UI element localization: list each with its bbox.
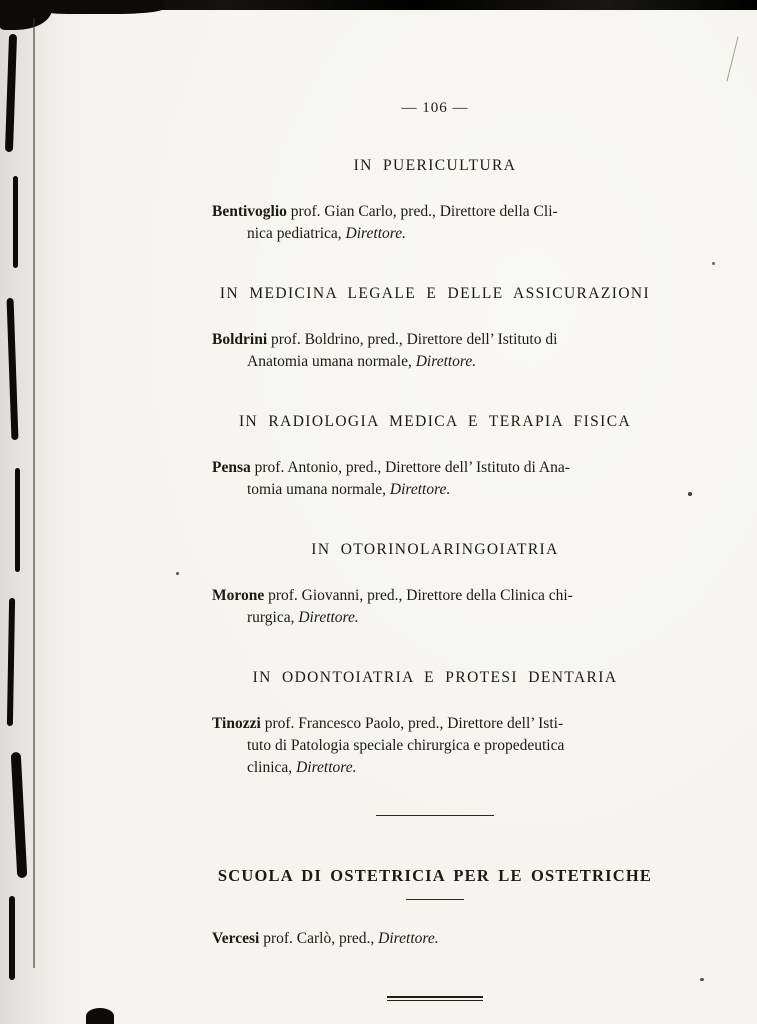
- page-number: — 106 —: [401, 100, 469, 116]
- role-italic: Direttore.: [298, 609, 359, 626]
- entry-text: prof. Antonio, pred., Direttore dell’ Istituto di Ana-: [250, 459, 570, 476]
- binding-mark: [7, 298, 19, 440]
- school-title: SCUOLA DI OSTETRICIA PER LE OSTETRICHE: [217, 866, 653, 885]
- professor-name: Vercesi: [212, 930, 260, 947]
- professor-name: Bentivoglio: [212, 203, 287, 220]
- entry-line: [212, 585, 658, 607]
- scan-blob-top-left-2: [44, 0, 164, 14]
- entry-text: tuto di Patologia speciale chirurgica e propedeutica: [247, 737, 565, 754]
- entry-line: [212, 928, 658, 950]
- entry-text: prof. Boldrino, pred., Direttore dell’ Istituto di: [267, 331, 558, 348]
- faculty-entry: [212, 713, 658, 779]
- entry-text: Anatomia umana normale,: [247, 353, 416, 370]
- entry-text: prof. Carlò, pred.,: [259, 930, 379, 947]
- entry-line: [212, 607, 658, 629]
- role-italic: Direttore.: [378, 930, 439, 947]
- binding-line: [33, 18, 35, 968]
- entry-text: rurgica,: [247, 609, 299, 626]
- professor-name: Tinozzi: [212, 715, 261, 732]
- speck: [712, 262, 715, 265]
- faculty-entry: [212, 457, 658, 501]
- faculty-entry: [212, 329, 658, 373]
- section-divider: [376, 815, 494, 816]
- scan-blob-bottom-left: [86, 1008, 114, 1024]
- section-heading-medicina-legale: IN MEDICINA LEGALE E DELLE ASSICURAZIONI: [219, 285, 651, 302]
- speck: [700, 978, 704, 981]
- role-italic: Direttore.: [345, 225, 406, 242]
- binding-mark: [9, 896, 15, 980]
- entry-text: tomia umana normale,: [247, 481, 390, 498]
- entry-line: [212, 329, 658, 351]
- binding-mark: [15, 468, 20, 572]
- faculty-entry: [212, 201, 658, 245]
- entry-text: prof. Giovanni, pred., Direttore della Clinica chi-: [264, 587, 573, 604]
- entry-line: [212, 457, 658, 479]
- entry-text: clinica,: [247, 759, 297, 776]
- professor-name: Pensa: [212, 459, 251, 476]
- section-heading-puericultura: IN PUERICULTURA: [353, 157, 517, 174]
- professor-name: Boldrini: [212, 331, 268, 348]
- entry-line: [212, 201, 658, 223]
- entry-text: nica pediatrica,: [247, 225, 346, 242]
- faculty-entry: [212, 928, 658, 950]
- speck: [688, 492, 692, 496]
- entry-text: prof. Francesco Paolo, pred., Direttore dell’ Isti-: [260, 715, 564, 732]
- binding-mark: [11, 752, 28, 878]
- section-heading-otorinolaringoiatria: IN OTORINOLARINGOIATRIA: [311, 541, 559, 558]
- section-heading-odontoiatria: IN ODONTOIATRIA E PROTESI DENTARIA: [252, 669, 618, 686]
- entry-line: [212, 479, 658, 501]
- entry-line: [212, 735, 658, 757]
- binding-mark: [7, 598, 15, 726]
- entry-line: [212, 757, 658, 779]
- speck: [176, 572, 179, 575]
- scratch-mark: [726, 37, 738, 82]
- title-divider: [406, 899, 464, 900]
- section-heading-radiologia: IN RADIOLOGIA MEDICA E TERAPIA FISICA: [238, 413, 632, 430]
- binding-mark: [5, 34, 17, 152]
- entry-line: [212, 223, 658, 245]
- entry-text: prof. Gian Carlo, pred., Direttore della Cli-: [286, 203, 558, 220]
- binding-mark: [13, 176, 18, 268]
- end-of-section-rule: [387, 996, 483, 1001]
- role-italic: Direttore.: [296, 759, 357, 776]
- role-italic: Direttore.: [389, 481, 451, 498]
- professor-name: Morone: [212, 587, 265, 604]
- entry-line: [212, 713, 658, 735]
- role-italic: Direttore.: [415, 353, 477, 370]
- faculty-entry: [212, 585, 658, 629]
- entry-line: [212, 351, 658, 373]
- page-content: [212, 100, 658, 1001]
